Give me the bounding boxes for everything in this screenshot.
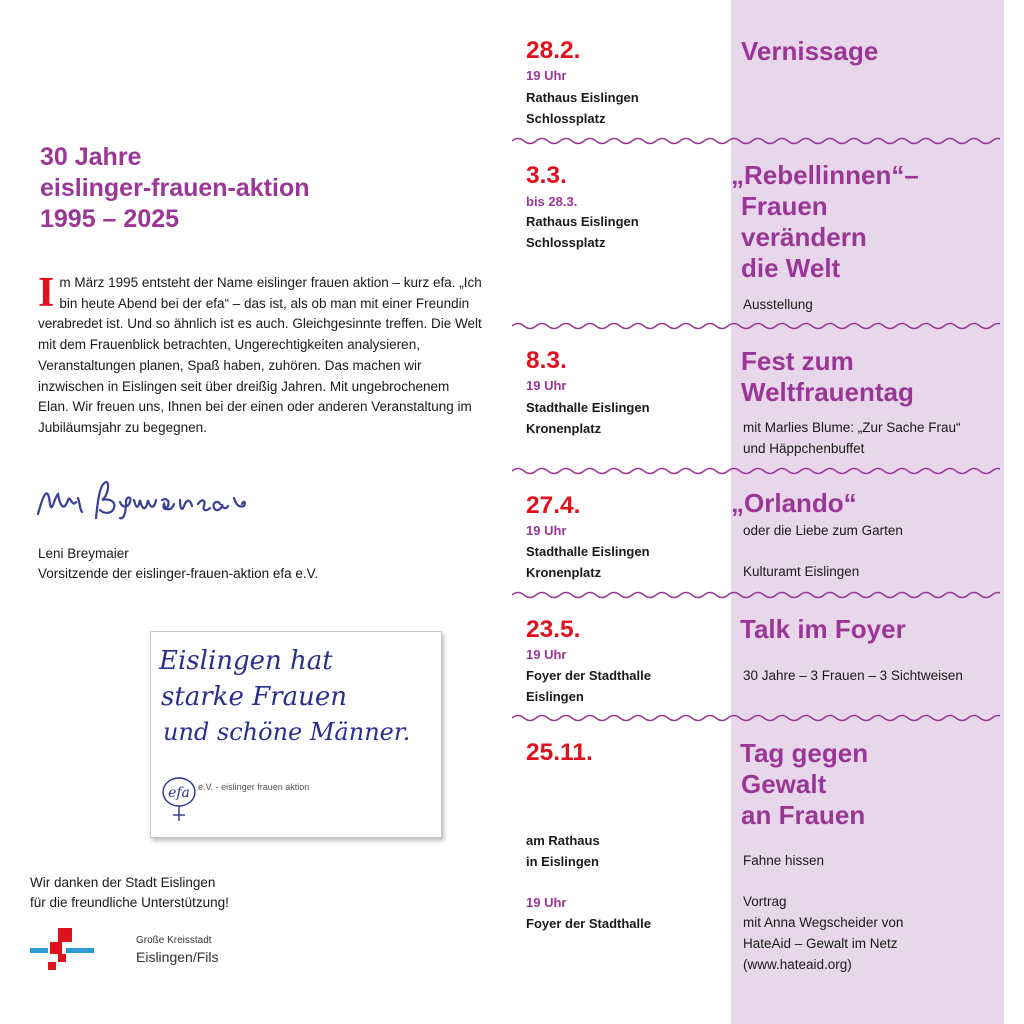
wavy-divider [512, 136, 1000, 146]
event-date: 23.5. [526, 616, 581, 643]
event-place: Schlossplatz [526, 111, 606, 126]
event-title: verändern [741, 222, 867, 252]
event-title: Gewalt [741, 769, 827, 799]
event-time: bis 28.3. [526, 194, 578, 209]
event-description: mit Marlies Blume: „Zur Sache Frau“ [743, 420, 961, 435]
event-place: Rathaus Eislingen [526, 90, 639, 105]
event-date: 25.11. [526, 739, 593, 766]
event-place: Kronenplatz [526, 421, 602, 436]
intro-paragraph [38, 270, 483, 439]
signature-caption [38, 544, 318, 584]
wavy-divider [512, 466, 1000, 476]
event-description: mit Anna Wegscheider von [743, 915, 904, 930]
event-time: 19 Uhr [526, 68, 567, 83]
signer-role: Vorsitzende der eislinger-frauen-aktion efa e.V. [38, 566, 319, 581]
event-description: 30 Jahre – 3 Frauen – 3 Sichtweisen [743, 668, 963, 683]
signature-image [34, 478, 274, 522]
event-description: Fahne hissen [743, 853, 825, 868]
event-place: Schlossplatz [526, 235, 606, 250]
intro-text: m März 1995 entsteht der Name eislinger frauen aktion – kurz efa. „Ich bin heute Abend bei der efa“ – das ist, als ob man mit einer Freundin verabredet ist. Und so ähnlich ist es auch. Gleichgesinnte treffen. Die Welt mit dem Frauenblick betrachten, Ungerechtigkeiten analysieren, Veranstaltungen planen, Spaß haben, zuhören. Das machen wir inzwischen in Eislingen seit über dreißig Jahren. Mit ungebrochenem Elan. Wir freuen uns, Ihnen bei der einen oder anderen Veranstaltung im Jubiläumsjahr zu begegnen. [38, 275, 482, 435]
event-date: 8.3. [526, 347, 567, 374]
event-place: Foyer der Stadthalle [526, 916, 651, 931]
wavy-divider [512, 321, 1000, 331]
event-title: Vernissage [741, 36, 879, 66]
city-name: Große Kreisstadt Eislingen/Fils [136, 935, 219, 965]
wavy-divider [512, 713, 1000, 723]
signer-name: Leni Breymaier [38, 546, 129, 561]
event-place: Stadthalle Eislingen [526, 544, 650, 559]
event-place: Eislingen [526, 689, 584, 704]
event-place: in Eislingen [526, 854, 599, 869]
handwritten-card [150, 631, 442, 838]
city-logo-icon [28, 928, 98, 977]
page-title: 30 Jahre eislinger-frauen-aktion 1995 – 2025 [40, 143, 310, 233]
event-description: Ausstellung [743, 297, 813, 312]
event-place: Foyer der Stadthalle [526, 668, 651, 683]
event-title: Tag gegen [740, 738, 869, 768]
card-line-1: Eislingen hat [159, 646, 333, 676]
event-time: 19 Uhr [526, 647, 567, 662]
event-time: 19 Uhr [526, 895, 567, 910]
efa-logo-icon [159, 775, 199, 825]
event-date: 27.4. [526, 492, 581, 519]
event-place: Rathaus Eislingen [526, 214, 639, 229]
event-title: an Frauen [741, 800, 866, 830]
event-description: und Häppchenbuffet [743, 441, 865, 456]
event-time: 19 Uhr [526, 523, 567, 538]
event-place: am Rathaus [526, 833, 600, 848]
card-line-2: starke Frauen [161, 682, 347, 712]
event-date: 28.2. [526, 37, 581, 64]
event-title: „Orlando“ [731, 488, 857, 518]
wavy-divider [512, 590, 1000, 600]
event-title: die Welt [741, 253, 841, 283]
handwritten-signature [34, 478, 274, 527]
efa-caption: e.V. - eislinger frauen aktion [198, 782, 310, 792]
event-description: (www.hateaid.org) [743, 957, 852, 972]
event-place: Kronenplatz [526, 565, 602, 580]
event-description: Kulturamt Eislingen [743, 564, 860, 579]
efa-logo-text: efa [168, 785, 190, 801]
event-description: oder die Liebe zum Garten [743, 523, 903, 538]
event-description: Vortrag [743, 894, 787, 909]
event-time: 19 Uhr [526, 378, 567, 393]
event-title: Frauen [741, 191, 828, 221]
thanks-note: Wir danken der Stadt Eislingen für die freundliche Unterstützung! [30, 875, 229, 910]
drop-cap: I [38, 270, 55, 316]
event-description: HateAid – Gewalt im Netz [743, 936, 898, 951]
card-line-3: und schöne Männer. [163, 718, 411, 746]
event-place: Stadthalle Eislingen [526, 400, 650, 415]
event-title: „Rebellinnen“– [731, 160, 919, 190]
event-title: Fest zum [741, 346, 854, 376]
event-date: 3.3. [526, 162, 567, 189]
event-title: Weltfrauentag [741, 377, 914, 407]
event-title: Talk im Foyer [740, 614, 906, 644]
